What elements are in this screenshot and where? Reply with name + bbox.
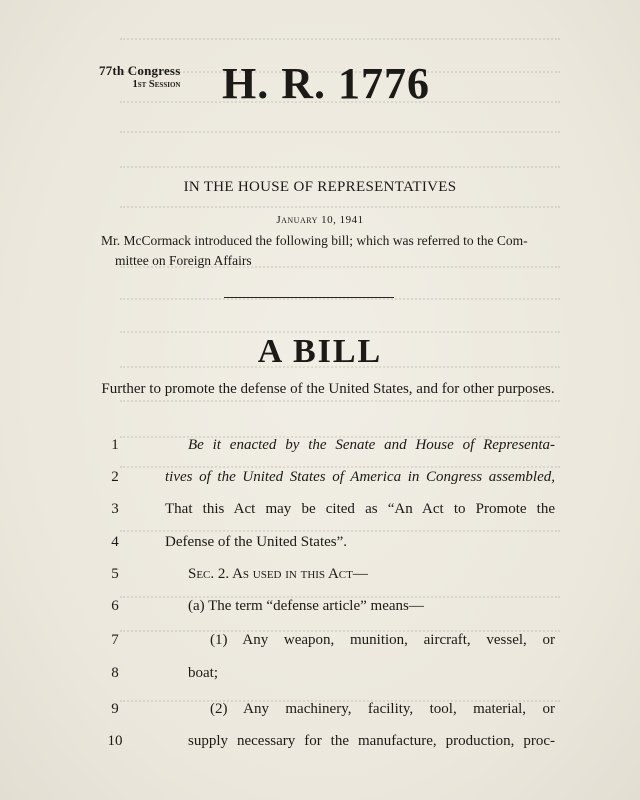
chamber-heading: IN THE HOUSE OF REPRESENTATIVES — [183, 179, 457, 195]
introduction-text — [101, 231, 557, 271]
line-text: (a) The term “defense article” means— — [188, 598, 424, 614]
line-text: Defense of the United States”. — [165, 534, 348, 550]
line-number: 1 — [111, 437, 119, 453]
line-number: 8 — [111, 665, 119, 681]
bill-number: H. R. 1776 — [222, 59, 430, 108]
divider-rule — [224, 297, 394, 298]
bill-line — [0, 566, 640, 596]
line-text: supply necessary for the manufacture, production, proc- — [188, 733, 555, 749]
bill-purpose: Further to promote the defense of the United States, and for other purposes. — [101, 381, 555, 397]
line-text: (1) Any weapon, munition, aircraft, vessel, or — [210, 632, 555, 648]
bill-line — [0, 469, 640, 499]
bill-date: January 10, 1941 — [276, 214, 364, 226]
line-number: 4 — [111, 534, 119, 550]
line-text: (2) Any machinery, facility, tool, material, or — [210, 701, 555, 717]
bill-line — [0, 632, 640, 662]
introduction-line-1: Mr. McCormack introduced the following bill; which was referred to the Com- — [101, 233, 528, 248]
bill-line — [0, 665, 640, 695]
congress-session — [99, 64, 180, 92]
line-text: That this Act may be cited as “An Act to Promote the — [165, 501, 555, 517]
line-text: boat; — [188, 665, 218, 681]
line-number: 5 — [111, 566, 119, 582]
congress-label: 77th Congress — [99, 63, 181, 78]
bill-line — [0, 534, 640, 564]
line-text: tives of the United States of America in Congress assembled, — [165, 469, 555, 485]
session-label: 1st Session — [132, 79, 181, 90]
line-text: Sec. 2. As used in this Act— — [188, 566, 368, 582]
line-number: 7 — [111, 632, 119, 648]
line-text: Be it enacted by the Senate and House of Representa- — [188, 437, 555, 453]
line-number: 9 — [111, 701, 119, 717]
line-number: 2 — [111, 469, 119, 485]
line-number: 3 — [111, 501, 119, 517]
bill-line — [0, 437, 640, 467]
line-number: 6 — [111, 598, 119, 614]
line-number: 10 — [107, 733, 123, 749]
introduction-line-2: mittee on Foreign Affairs — [115, 253, 252, 268]
bill-line — [0, 598, 640, 628]
bill-title: A BILL — [257, 333, 383, 370]
bill-line — [0, 501, 640, 531]
bill-line — [0, 733, 640, 763]
bill-line — [0, 701, 640, 731]
